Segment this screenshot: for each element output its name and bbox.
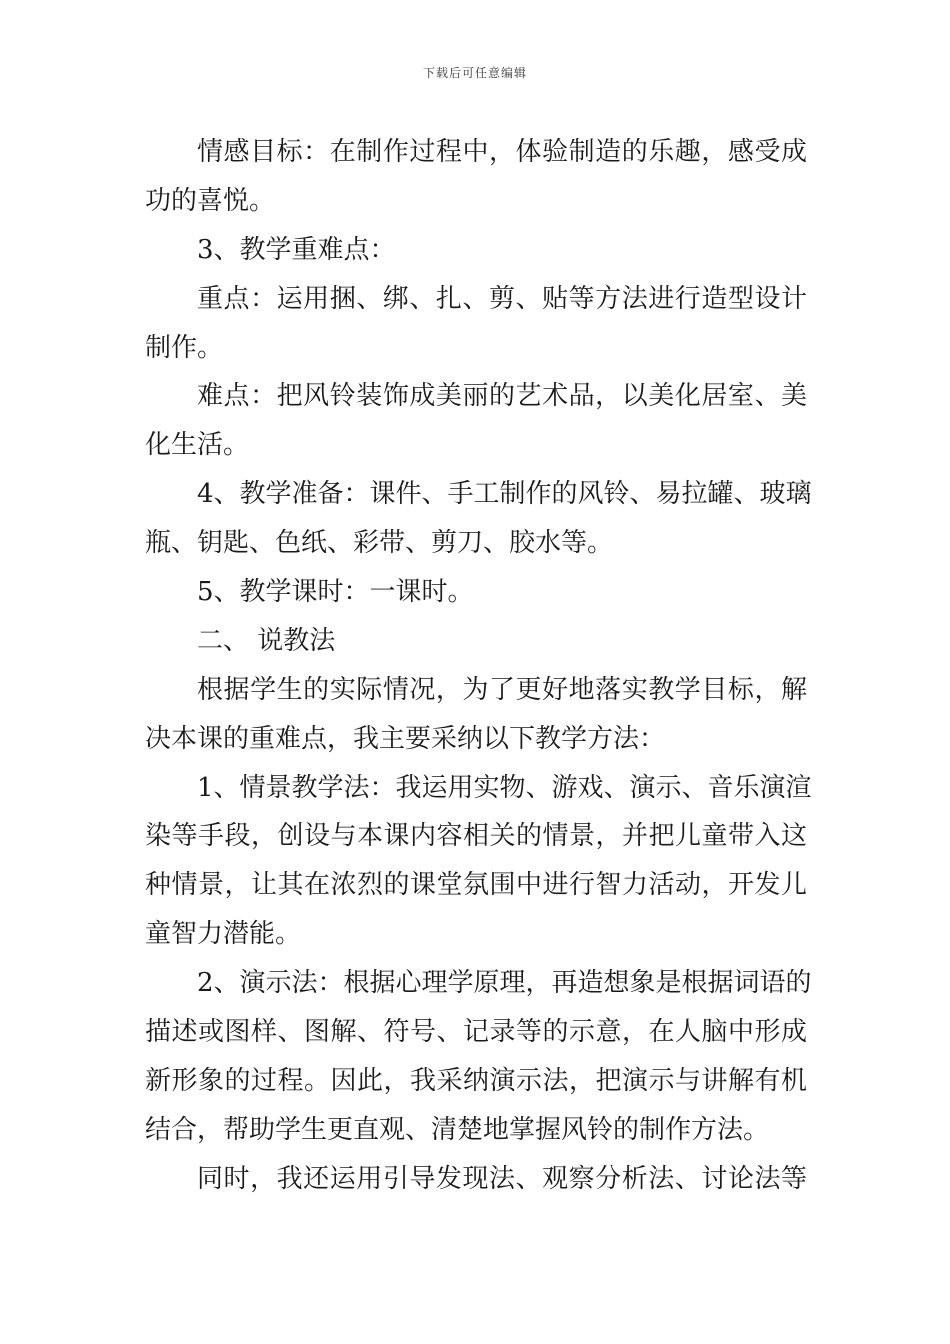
text-line: 3、教学重难点： <box>197 234 396 265</box>
text-line: 瓶、钥匙、色纸、彩带、剪刀、胶水等。 <box>145 528 614 559</box>
page-header-note: 下载后可任意编辑 <box>422 66 527 80</box>
text-line: 描述或图样、图解、符号、记录等的示意，在人脑中形成 <box>145 1017 807 1048</box>
document-body <box>145 128 812 1204</box>
text-line: 难点：把风铃装饰成美丽的艺术品，以美化居室、美 <box>197 381 807 412</box>
text-line: 同时，我还运用引导发现法、观察分析法、讨论法等 <box>197 1163 807 1194</box>
text-line: 童智力潜能。 <box>145 919 302 950</box>
text-line: 结合，帮助学生更直观、清楚地掌握风铃的制作方法。 <box>145 1114 770 1145</box>
text-line: 5、教学课时：一课时。 <box>197 577 474 608</box>
text-line: 4、教学准备：课件、手工制作的风铃、易拉罐、玻璃 <box>197 479 812 510</box>
text-line: 种情景，让其在浓烈的课堂氛围中进行智力活动，开发儿 <box>145 870 807 901</box>
text-line: 决本课的重难点，我主要采纳以下教学方法： <box>145 723 666 754</box>
text-line: 1、情景教学法：我运用实物、游戏、演示、音乐演渲 <box>197 772 812 803</box>
text-line: 情感目标：在制作过程中，体验制造的乐趣，感受成 <box>197 137 807 167</box>
text-line: 2、演示法：根据心理学原理，再造想象是根据词语的 <box>197 968 812 999</box>
text-line: 化生活。 <box>145 430 250 461</box>
text-line: 新形象的过程。因此，我采纳演示法，把演示与讲解有机 <box>145 1065 807 1096</box>
text-line: 二、 说教法 <box>197 625 336 656</box>
text-line: 制作。 <box>145 332 224 363</box>
text-line: 根据学生的实际情况，为了更好地落实教学目标，解 <box>197 674 807 705</box>
text-line: 重点：运用捆、绑、扎、剪、贴等方法进行造型设计 <box>197 283 807 314</box>
text-line: 功的喜悦。 <box>145 185 276 216</box>
text-line: 染等手段，创设与本课内容相关的情景，并把儿童带入这 <box>145 821 807 852</box>
